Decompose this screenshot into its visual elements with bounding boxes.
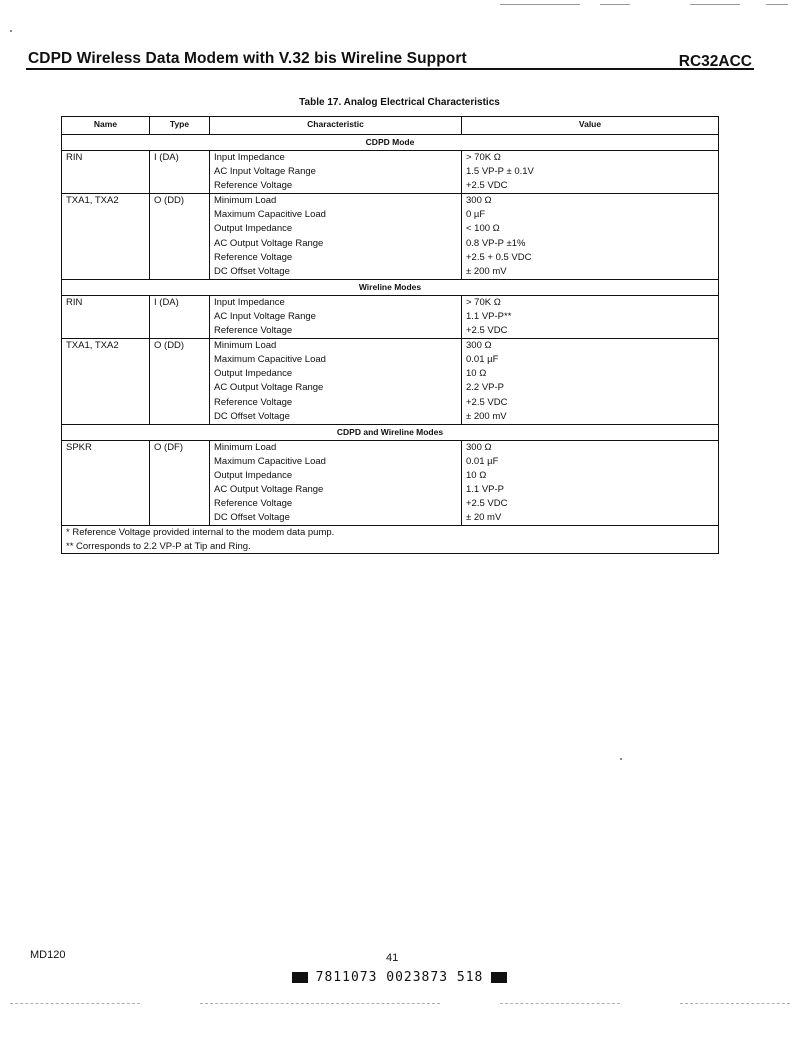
characteristic-item: AC Output Voltage Range (214, 237, 324, 249)
header-rule (26, 68, 754, 70)
signal-name-cell: RIN (62, 295, 150, 338)
scan-artifact-line (10, 1003, 140, 1004)
characteristic-item: Reference Voltage (214, 396, 293, 408)
value-item: +2.5 VDC (466, 396, 508, 408)
value-item: 1.5 VP-P ± 0.1V (466, 166, 534, 178)
scan-artifact-line (690, 4, 740, 5)
value-cell (462, 151, 719, 194)
signal-type-cell: O (DD) (150, 339, 210, 425)
characteristic-cell (210, 295, 462, 338)
value-item: 300 Ω (466, 195, 492, 207)
scan-artifact-line (680, 1003, 790, 1004)
characteristic-item: Output Impedance (214, 223, 293, 235)
section-title: CDPD Mode (62, 135, 719, 151)
section-header-row (62, 279, 719, 295)
characteristic-item: Maximum Capacitive Load (214, 209, 326, 221)
table-caption: Table 17. Analog Electrical Characteristics (299, 97, 500, 108)
barcode-mark-icon (491, 972, 507, 983)
document-id: MD120 (30, 949, 66, 961)
signal-type-cell: I (DA) (150, 295, 210, 338)
column-header-name: Name (62, 117, 150, 135)
characteristic-item: Minimum Load (214, 340, 277, 352)
value-item: ± 20 mV (466, 512, 502, 524)
scan-artifact-line (500, 4, 580, 5)
characteristic-item: Input Impedance (214, 296, 285, 308)
value-cell (462, 440, 719, 526)
characteristic-item: Output Impedance (214, 469, 293, 481)
value-item: +2.5 + 0.5 VDC (466, 251, 532, 263)
value-cell (462, 194, 719, 280)
part-number: RC32ACC (678, 53, 752, 70)
characteristic-cell (210, 194, 462, 280)
page-header-title: CDPD Wireless Data Modem with V.32 bis Wireline Support (28, 50, 467, 67)
table-body (62, 135, 719, 554)
characteristic-item: DC Offset Voltage (214, 512, 290, 524)
characteristic-item: Minimum Load (214, 441, 277, 453)
scan-artifact-line (600, 4, 630, 5)
scan-artifact-line (766, 4, 788, 5)
value-item: +2.5 VDC (466, 325, 508, 337)
section-title: Wireline Modes (62, 279, 719, 295)
footnote: ** Corresponds to 2.2 VP-P at Tip and Ring. (66, 540, 251, 552)
characteristic-item: Reference Voltage (214, 180, 293, 192)
barcode-text: 7811073 0023873 518 (315, 970, 484, 985)
signal-type-cell: I (DA) (150, 151, 210, 194)
characteristic-item: DC Offset Voltage (214, 410, 290, 422)
characteristic-item: AC Output Voltage Range (214, 382, 324, 394)
signal-type-cell: O (DF) (150, 440, 210, 526)
barcode-mark-icon (292, 972, 308, 983)
value-item: 0.01 µF (466, 354, 499, 366)
value-item: 1.1 VP-P** (466, 310, 512, 322)
characteristic-item: AC Input Voltage Range (214, 166, 316, 178)
value-item: 1.1 VP-P (466, 483, 505, 495)
value-item: 300 Ω (466, 340, 492, 352)
footnote: * Reference Voltage provided internal to the modem data pump. (66, 527, 335, 539)
characteristic-item: Input Impedance (214, 152, 285, 163)
column-header-type: Type (150, 117, 210, 135)
value-item: 0 µF (466, 209, 486, 221)
characteristic-item: DC Offset Voltage (214, 265, 290, 277)
value-item: 2.2 VP-P (466, 382, 505, 394)
section-header-row (62, 424, 719, 440)
value-item: ± 200 mV (466, 265, 507, 277)
characteristic-cell (210, 440, 462, 526)
value-cell (462, 339, 719, 425)
footnote-row (62, 526, 719, 554)
characteristic-item: Maximum Capacitive Load (214, 354, 326, 366)
column-header-value: Value (462, 117, 719, 135)
value-item: 300 Ω (466, 441, 492, 453)
table-header-row (62, 117, 719, 135)
characteristic-item: Reference Voltage (214, 251, 293, 263)
scan-artifact-line (200, 1003, 440, 1004)
scan-artifact-dot (620, 758, 622, 760)
scan-artifact-dot (10, 30, 12, 32)
value-cell (462, 295, 719, 338)
section-header-row (62, 135, 719, 151)
value-item: < 100 Ω (466, 223, 500, 235)
scan-artifact-line (500, 1003, 620, 1004)
value-item: +2.5 VDC (466, 180, 508, 192)
signal-name-cell: TXA1, TXA2 (62, 194, 150, 280)
characteristic-cell (210, 151, 462, 194)
column-header-characteristic: Characteristic (210, 117, 462, 135)
characteristic-item: Minimum Load (214, 195, 277, 207)
characteristic-item: Maximum Capacitive Load (214, 455, 326, 467)
value-item: 0.8 VP-P ±1% (466, 237, 526, 249)
table-row (62, 440, 719, 526)
analog-characteristics-table (61, 116, 719, 554)
table-row (62, 339, 719, 425)
signal-name-cell: SPKR (62, 440, 150, 526)
table-row (62, 194, 719, 280)
value-item: > 70K Ω (466, 296, 501, 308)
barcode-strip (0, 970, 799, 985)
section-title: CDPD and Wireline Modes (62, 424, 719, 440)
signal-name-cell: TXA1, TXA2 (62, 339, 150, 425)
value-item: +2.5 VDC (466, 498, 508, 510)
value-item: 10 Ω (466, 469, 487, 481)
characteristic-item: AC Output Voltage Range (214, 483, 324, 495)
value-item: > 70K Ω (466, 152, 501, 163)
footnotes-cell (62, 526, 719, 554)
characteristic-item: Reference Voltage (214, 325, 293, 337)
table-row (62, 151, 719, 194)
signal-type-cell: O (DD) (150, 194, 210, 280)
value-item: ± 200 mV (466, 410, 507, 422)
value-item: 10 Ω (466, 368, 487, 380)
value-item: 0.01 µF (466, 455, 499, 467)
page-number: 41 (386, 952, 399, 964)
characteristic-item: Output Impedance (214, 368, 293, 380)
table-row (62, 295, 719, 338)
signal-name-cell: RIN (62, 151, 150, 194)
characteristic-item: Reference Voltage (214, 498, 293, 510)
characteristic-item: AC Input Voltage Range (214, 310, 316, 322)
characteristic-cell (210, 339, 462, 425)
